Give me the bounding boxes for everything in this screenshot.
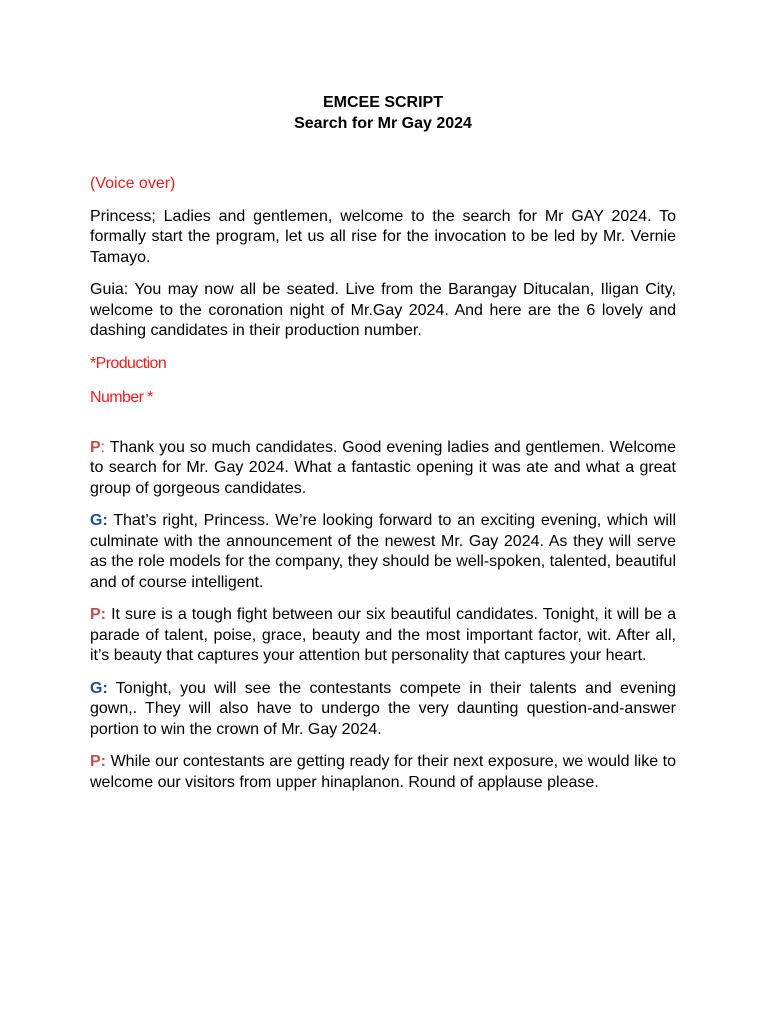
speaker-g-label: G: [90,512,108,529]
dialogue-text: Tonight, you will see the contestants compete in their talents and evening gown,. They will also have to undergo the very daunting question-and-answer portion to win the crown of Mr. Gay 2024. [90,679,676,738]
voice-over-note: (Voice over) [90,175,176,192]
title-block [90,92,676,134]
speaker-p-label: P: [90,606,106,623]
dialogue-text: Thank you so much candidates. Good evening ladies and gentlemen. Welcome to search for Mr. Gay 2024. What a fantastic opening it was ate and what a great group of gorgeous candidates. [90,438,676,497]
document-page [90,92,676,805]
dialogue-text: That’s right, Princess. We’re looking forward to an exciting evening, which will culminate with the announcement of the newest Mr. Gay 2024. As they will serve as the role models for the company, they should be well-spoken, talented, beautiful and of course intelligent. [90,512,676,591]
guia-seated-paragraph: Guia: You may now all be seated. Live from the Barangay Ditucalan, Iligan City, welcome to the coronation night of Mr.Gay 2024. And here are the 6 lovely and dashing candidates in their production number. [90,281,676,339]
speaker-p-label: P: [90,753,106,770]
dialogue-line-p-3 [90,752,676,793]
speaker-separator: : [100,438,106,456]
dialogue-text: While our contestants are getting ready for their next exposure, we would like to welcome our visitors from upper hinaplanon. Round of applause please. [90,753,676,791]
production-note-line-2: Number * [90,388,153,406]
princess-welcome-paragraph: Princess; Ladies and gentlemen, welcome to the search for Mr GAY 2024. To formally start the program, let us all rise for the invocation to be led by Mr. Vernie Tamayo. [90,207,676,266]
dialogue-line-p-1 [90,438,676,500]
production-note-line-1: *Production [90,354,167,372]
document-subtitle: Search for Mr Gay 2024 [294,115,472,132]
speaker-g-label: G: [90,679,108,697]
dialogue-line-g-2 [90,679,676,741]
dialogue-line-g-1 [90,511,676,593]
dialogue-line-p-2 [90,605,676,667]
dialogue-text: It sure is a tough fight between our six beautiful candidates. Tonight, it will be a parade of talent, poise, grace, beauty and the most important factor, wit. After all, it’s beauty that captures your attention but personality that captures your heart. [90,606,676,664]
speaker-p-label: P [90,438,101,456]
document-title: EMCEE SCRIPT [322,94,443,111]
